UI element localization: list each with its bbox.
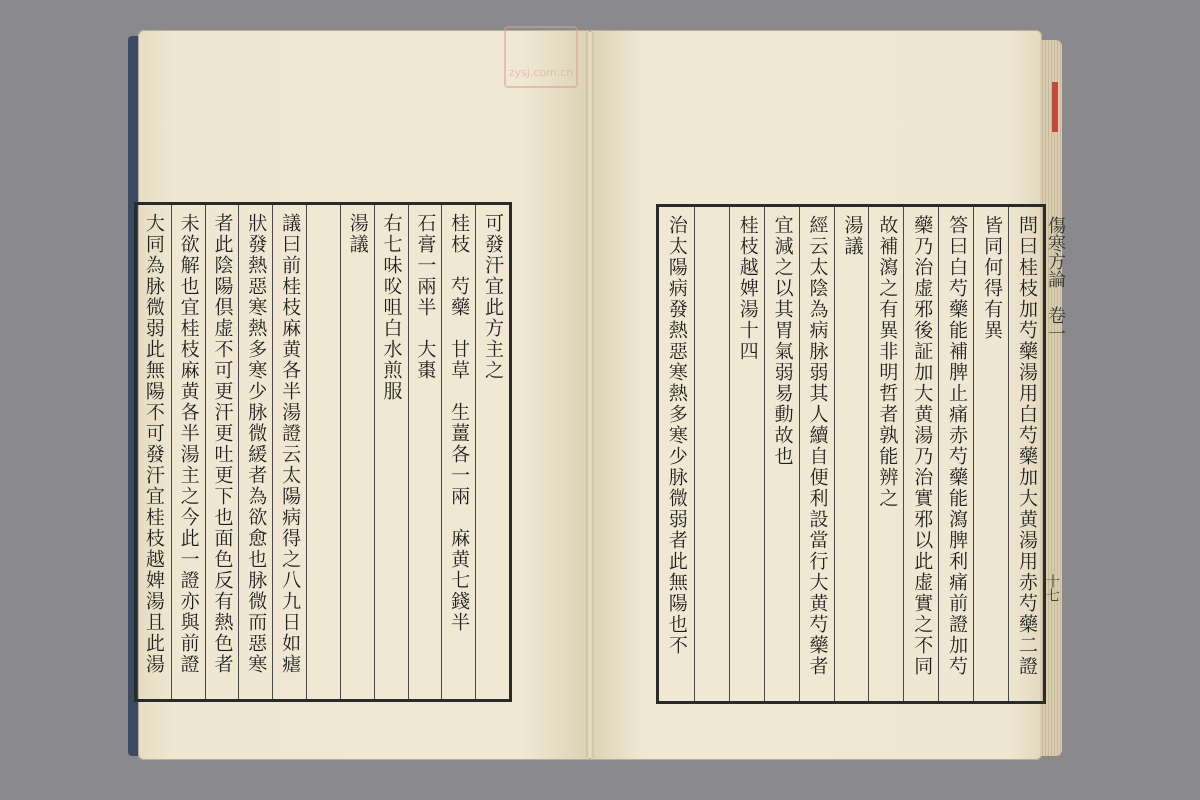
column-text: 故補瀉之有異非明哲者孰能辨之 (876, 215, 899, 509)
column-text: 桂枝 芍藥 甘草 生薑各一兩 麻黄七錢半 (448, 213, 471, 633)
text-column (764, 207, 800, 701)
right-page-number: 十七 (1044, 574, 1060, 602)
text-column (799, 207, 835, 701)
text-column (1008, 207, 1044, 701)
book-gutter (586, 32, 594, 758)
text-column (694, 207, 730, 701)
column-text: 桂枝越婢湯十四 (736, 215, 759, 362)
watermark-seal (504, 26, 578, 88)
text-column (659, 207, 694, 701)
column-text: 大同為脉微弱此無陽不可發汗宜桂枝越婢湯且此湯 (142, 213, 165, 675)
column-text: 狀發熱惡寒熱多寒少脉微緩者為欲愈也脉微而惡寒 (245, 213, 268, 675)
text-column (903, 207, 939, 701)
column-text: 未欲解也宜桂枝麻黄各半湯主之今此一證亦與前證 (177, 213, 200, 675)
text-column (171, 205, 206, 699)
red-tab-marker (1052, 82, 1058, 132)
text-column (272, 205, 307, 699)
column-text: 者此陰陽倶虚不可更汗更吐更下也面色反有熱色者 (211, 213, 234, 675)
column-text: 議曰前桂枝麻黄各半湯證云太陽病得之八九日如瘧 (279, 213, 302, 675)
text-column (238, 205, 273, 699)
text-column (306, 205, 341, 699)
column-text: 可發汗宜此方主之 (481, 213, 504, 381)
column-text: 湯議 (841, 215, 864, 257)
text-column (973, 207, 1009, 701)
text-column (868, 207, 904, 701)
column-text: 宜減之以其胃氣弱易動故也 (771, 215, 794, 467)
text-column (834, 207, 870, 701)
watermark-text: zysj.com.cn (508, 66, 574, 79)
text-column (729, 207, 765, 701)
text-column (475, 205, 510, 699)
left-text-frame (134, 202, 512, 702)
text-column (441, 205, 476, 699)
text-column (374, 205, 409, 699)
text-column (340, 205, 375, 699)
right-text-frame (656, 204, 1046, 704)
column-text: 皆同何得有異 (981, 215, 1004, 341)
column-text: 經云太陰為病脉弱其人續自便利設當行大黄芍藥者 (806, 215, 829, 677)
text-column (137, 205, 171, 699)
column-text: 答曰白芍藥能補脾止痛赤芍藥能瀉脾利痛前證加芍 (946, 215, 969, 677)
text-column (205, 205, 240, 699)
open-book (128, 26, 1068, 766)
column-text: 湯議 (346, 213, 369, 255)
right-side-title: 傷寒方論 卷一 (1045, 216, 1066, 342)
column-text: 藥乃治虚邪後証加大黄湯乃治實邪以此虚實之不同 (911, 215, 934, 677)
column-text: 問曰桂枝加芍藥湯用白芍藥加大黄湯用赤芍藥二證 (1015, 215, 1038, 677)
column-text: 石膏一兩半 大棗 (414, 213, 437, 381)
text-column (938, 207, 974, 701)
text-column (408, 205, 443, 699)
column-text: 右七味㕮咀白水煎服 (380, 213, 403, 402)
column-text: 治太陽病發熱惡寒熱多寒少脉微弱者此無陽也不 (665, 215, 688, 656)
